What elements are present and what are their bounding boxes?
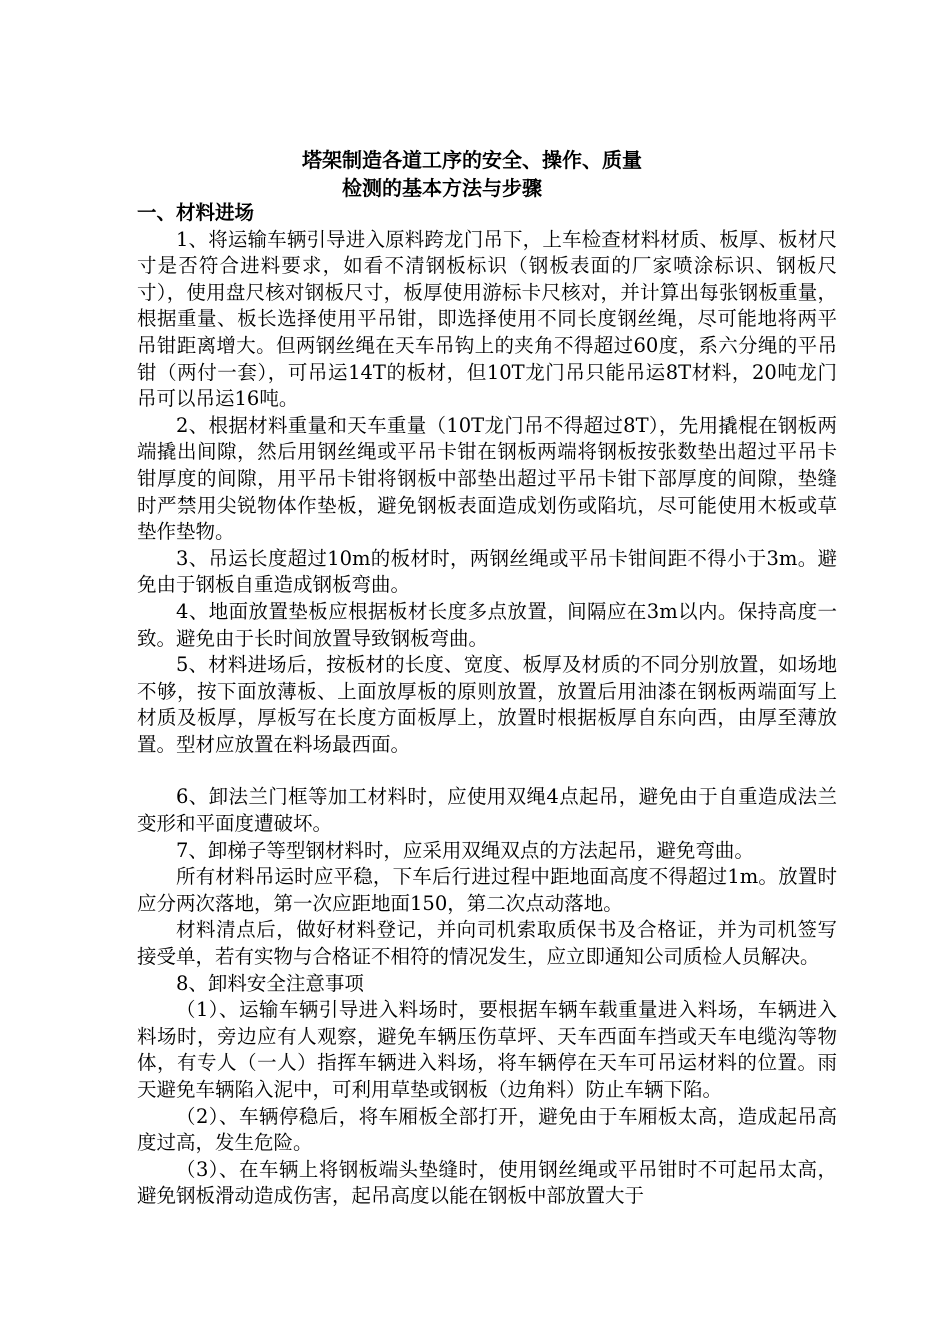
paragraph-4: 4、地面放置垫板应根据板材长度多点放置，间隔应在3m以内。保持高度一致。避免由于长时间放置导致钢板弯曲。 — [137, 599, 837, 650]
paragraph-7: 7、卸梯子等型钢材料时，应采用双绳双点的方法起吊，避免弯曲。 — [176, 838, 754, 862]
paragraph-6: 6、卸法兰门框等加工材料时，应使用双绳4点起吊，避免由于自重造成法兰变形和平面度遭破坏。 — [137, 785, 837, 836]
paragraph-3: 3、吊运长度超过10m的板材时，两钢丝绳或平吊卡钳间距不得小于3m。避免由于钢板自重造成钢板弯曲。 — [137, 546, 837, 597]
document-body — [137, 200, 837, 1210]
title-line-2: 检测的基本方法与步骤 — [342, 176, 542, 200]
sub-item-2: （2）、车辆停稳后，将车厢板全部打开，避免由于车厢板太高，造成起吊高度过高，发生危险。 — [137, 1104, 837, 1155]
paragraph-2: 2、根据材料重量和天车重量（10T龙门吊不得超过8T），先用撬棍在钢板两端撬出间隙，然后用钢丝绳或平吊卡钳在钢板两端将钢板按张数垫出超过平吊卡钳厚度的间隙，用平吊卡钳将钢板中部垫出超过平吊卡钳下部厚度的间隙，垫缝时严禁用尖锐物体作垫板，避免钢板表面造成划伤或陷坑，尽可能使用木板或草垫作垫物。 — [137, 413, 837, 544]
paragraph-inventory: 材料清点后，做好材料登记，并向司机索取质保书及合格证，并为司机签写接受单，若有实物与合格证不相符的情况发生，应立即通知公司质检人员解决。 — [137, 918, 837, 969]
title-line-1: 塔架制造各道工序的安全、操作、质量 — [302, 148, 642, 172]
sub-item-3: （3）、在车辆上将钢板端头垫缝时，使用钢丝绳或平吊钳时不可起吊太高，避免钢板滑动造成伤害，起吊高度以能在钢板中部放置大于 — [137, 1157, 837, 1208]
sub-item-1: （1）、运输车辆引导进入料场时，要根据车辆车载重量进入料场，车辆进入料场时，旁边应有人观察，避免车辆压伤草坪、天车西面车挡或天车电缆沟等物体，有专人（一人）指挥车辆进入料场，将车辆停在天车可吊运材料的位置。雨天避免车辆陷入泥中，可利用草垫或钢板（边角料）防止车辆下陷。 — [137, 998, 837, 1101]
blank-line — [137, 758, 837, 784]
section-heading: 一、材料进场 — [137, 201, 255, 224]
paragraph-8: 8、卸料安全注意事项 — [176, 971, 364, 995]
paragraph-lifting: 所有材料吊运时应平稳，下车后行进过程中距地面高度不得超过1m。放置时应分两次落地，第一次应距地面150，第二次点动落地。 — [137, 865, 837, 915]
paragraph-1: 1、将运输车辆引导进入原料跨龙门吊下，上车检查材料材质、板厚、板材尺寸是否符合进料要求，如看不清钢板标识（钢板表面的厂家喷涂标识、钢板尺寸），使用盘尺核对钢板尺寸，板厚使用游标卡尺核对，并计算出每张钢板重量，根据重量、板长选择使用平吊钳，即选择使用不同长度钢丝绳，尽可能地将两平吊钳距离增大。但两钢丝绳在天车吊钩上的夹角不得超过60度，系六分绳的平吊钳（两付一套），可吊运14T的板材，但10T龙门吊只能吊运8T材料，20吨龙门吊可以吊运16吨。 — [137, 227, 837, 411]
paragraph-5: 5、材料进场后，按板材的长度、宽度、板厚及材质的不同分别放置，如场地不够，按下面放薄板、上面放厚板的原则放置，放置后用油漆在钢板两端面写上材质及板厚，厚板写在长度方面板厚上，放置时根据板厚自东向西，由厚至薄放置。型材应放置在料场最西面。 — [137, 653, 837, 756]
document-title — [0, 146, 950, 202]
